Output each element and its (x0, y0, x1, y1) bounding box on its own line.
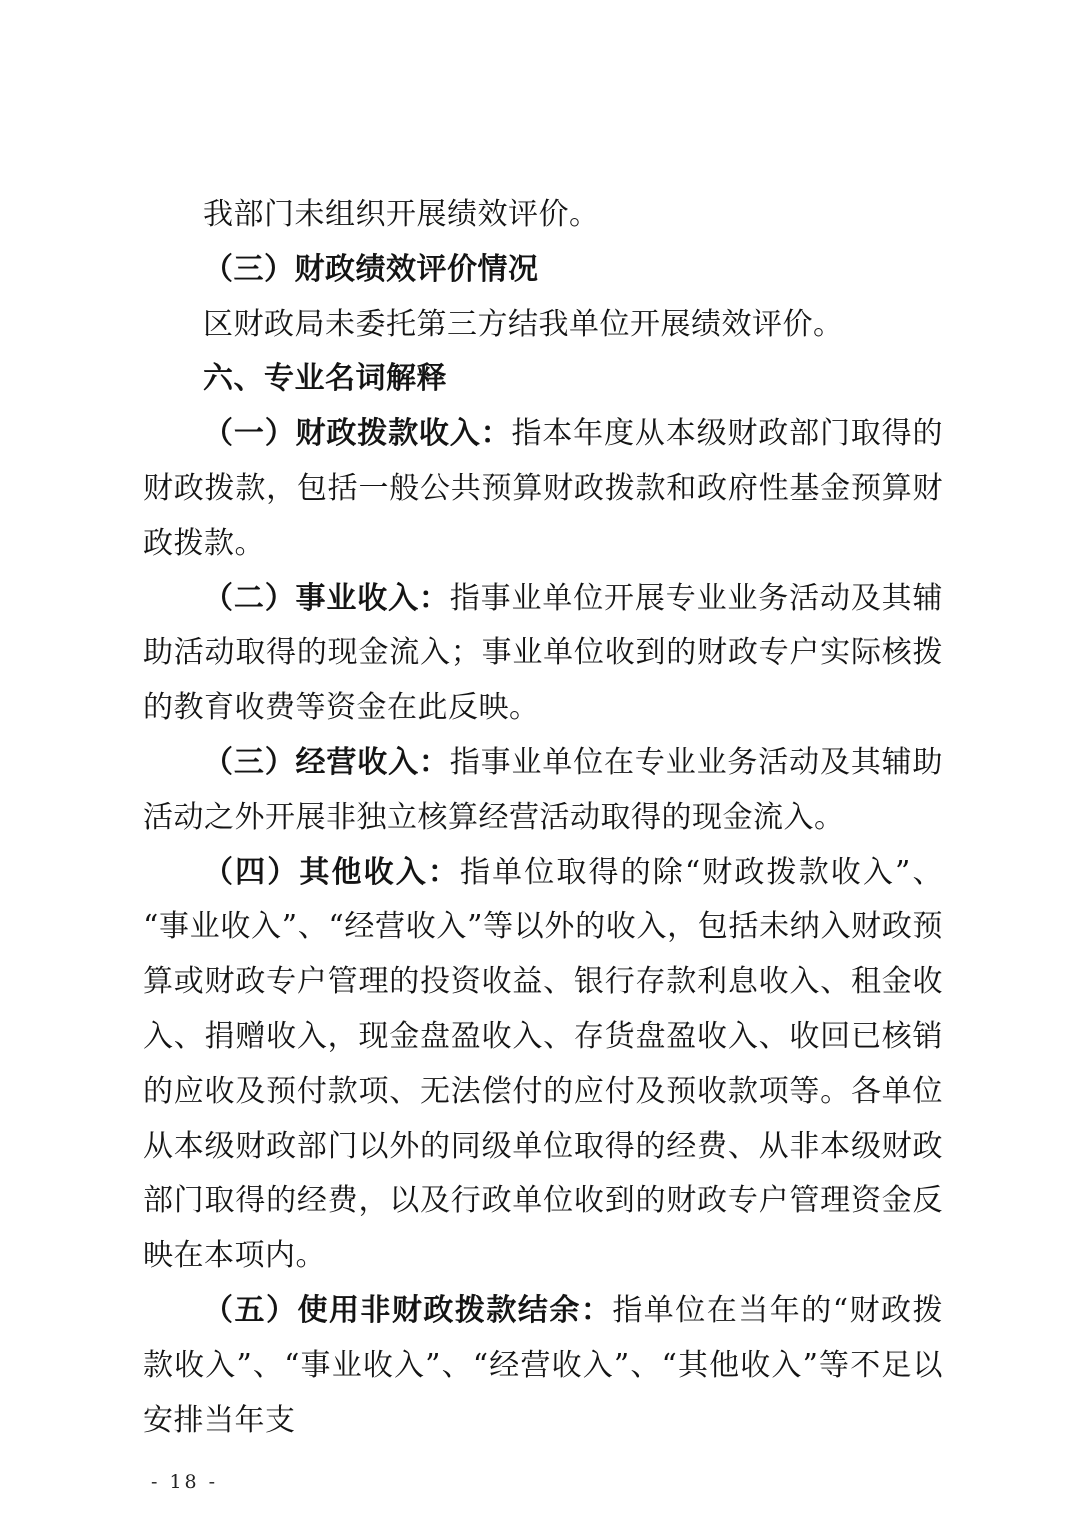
text-run: 区财政局未委托第三方结我单位开展绩效评价。 (203, 306, 844, 342)
page-number: - 18 - (151, 1471, 219, 1493)
term-label: （一）财政拨款收入： (203, 416, 512, 452)
term-definition: 指本年度从本级财政部门取得的财政拨款，包括一般公共预算财政拨款和政府性基金预算财政拨款。 (143, 416, 944, 561)
term-definition: 指单位取得的除“财政拨款收入”、“事业收入”、“经营收入”等以外的收入，包括未纳入财政预算或财政专户管理的投资收益、银行存款利息收入、租金收入、捐赠收入，现金盘盈收入、存货盘盈收入、收回已核销的应收及预付款项、无法偿付的应付及预收款项等。各单位从本级财政部门以外的同级单位取得的经费、从非本级财政部门取得的经费，以及行政单位收到的财政专户管理资金反映在本项内。 (143, 854, 943, 1274)
paragraph-district-finance-no-third-party (143, 298, 943, 353)
term-definition: 指事业单位在专业业务活动及其辅助活动之外开展非独立核算经营活动取得的现金流入。 (143, 744, 944, 835)
term-label: （二）事业收入： (203, 580, 450, 616)
heading-section-three-fiscal-performance (143, 243, 943, 298)
term-label: （四）其他收入： (203, 854, 460, 890)
text-run: 我部门未组织开展绩效评价。 (203, 197, 600, 232)
term-label: （三）经营收入： (203, 744, 450, 780)
paragraph-dept-no-evaluation (143, 188, 943, 243)
term-1-fiscal-appropriation-income (143, 407, 943, 571)
page-body (143, 188, 943, 1448)
term-label: （五）使用非财政拨款结余： (203, 1292, 613, 1328)
term-definition: 指事业单位开展专业业务活动及其辅助活动取得的现金流入；事业单位收到的财政专户实际核拨的教育收费等资金在此反映。 (143, 580, 944, 726)
term-2-institution-income (143, 572, 943, 736)
term-3-business-operation-income (143, 736, 943, 846)
heading-section-six-terminology (143, 352, 943, 407)
term-4-other-income (143, 846, 943, 1284)
heading-text: 六、专业名词解释 (203, 361, 447, 397)
term-definition: 指单位在当年的“财政拨款收入”、“事业收入”、“经营收入”、“其他收入”等不足以安排当年支 (143, 1292, 943, 1438)
term-5-use-of-non-fiscal-appropriation-surplus (143, 1284, 943, 1448)
heading-text: （三）财政绩效评价情况 (203, 251, 539, 287)
